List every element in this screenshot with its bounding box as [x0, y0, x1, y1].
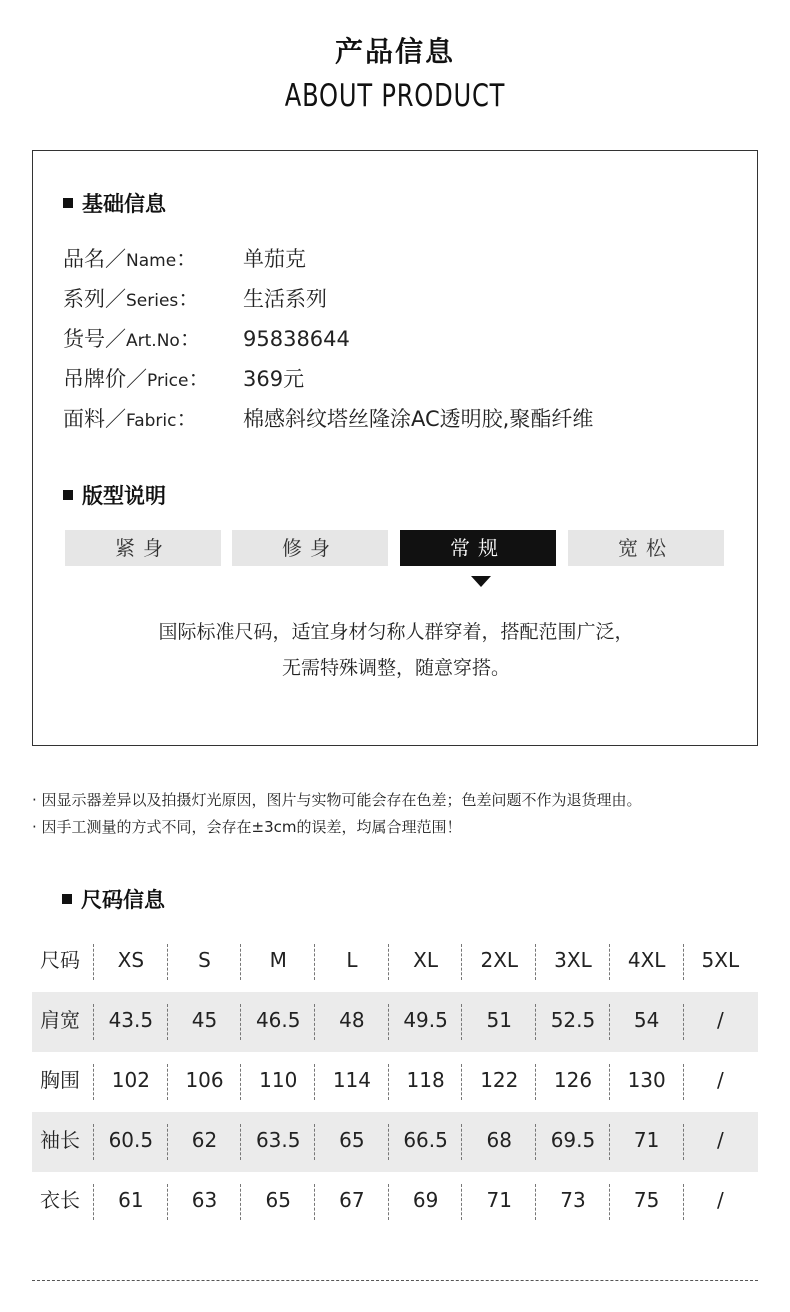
info-value: 生活系列	[243, 287, 327, 311]
square-bullet-icon	[63, 490, 73, 500]
info-key-cn: 面料／	[63, 407, 126, 431]
table-cell: 69	[389, 1172, 463, 1232]
info-row-fabric	[63, 404, 594, 434]
table-row	[32, 1112, 758, 1172]
table-cell: 49.5	[389, 992, 463, 1052]
note-measurement-error: · 因手工测量的方式不同，会存在±3cm的误差，均属合理范围！	[32, 818, 462, 836]
table-cell: 75	[610, 1172, 684, 1232]
info-key-en: Series	[126, 291, 179, 311]
info-key-cn: 货号／	[63, 327, 126, 351]
table-cell: 106	[168, 1052, 242, 1112]
fit-tab-tight[interactable]: 紧身	[65, 530, 221, 566]
table-cell: 62	[168, 1112, 242, 1172]
info-key-colon: ：	[179, 327, 201, 351]
bottom-divider	[32, 1280, 758, 1281]
size-heading	[62, 884, 165, 914]
note-color-difference: · 因显示器差异以及拍摄灯光原因，图片与实物可能会存在色差；色差问题不作为退货理由。	[32, 791, 642, 809]
table-row	[32, 992, 758, 1052]
info-key-cn: 系列／	[63, 287, 126, 311]
fit-title: 版型说明	[82, 484, 166, 508]
table-cell: 54	[610, 992, 684, 1052]
size-header-cell: 5XL	[701, 948, 740, 972]
size-header-cell: 尺码	[32, 932, 94, 992]
table-cell: 114	[315, 1052, 389, 1112]
table-cell: 63	[168, 1172, 242, 1232]
table-cell: 胸围	[32, 1052, 94, 1112]
table-cell: 衣长	[32, 1172, 94, 1232]
info-key	[63, 244, 243, 276]
table-cell: /	[716, 1068, 724, 1092]
size-table	[32, 932, 758, 1232]
size-header-cell: L	[315, 932, 389, 992]
table-cell: 118	[389, 1052, 463, 1112]
size-header-cell: 4XL	[610, 932, 684, 992]
table-cell: 126	[536, 1052, 610, 1112]
info-key-colon: ：	[178, 287, 200, 311]
info-key-colon: ：	[188, 367, 210, 391]
size-header-cell: 3XL	[536, 932, 610, 992]
table-cell: 60.5	[94, 1112, 168, 1172]
table-cell: 48	[315, 992, 389, 1052]
size-header-cell: XL	[389, 932, 463, 992]
info-key-en: Fabric	[126, 411, 177, 431]
info-key	[63, 324, 243, 356]
table-cell: 肩宽	[32, 992, 94, 1052]
table-cell: 65	[315, 1112, 389, 1172]
size-header-cell: 2XL	[462, 932, 536, 992]
table-row	[32, 1172, 758, 1232]
triangle-down-icon	[471, 576, 491, 587]
info-key	[63, 404, 243, 436]
table-row	[32, 1052, 758, 1112]
info-row-name	[63, 244, 306, 274]
fit-description-line: 无需特殊调整，随意穿搭。	[281, 657, 510, 679]
table-cell: 65	[241, 1172, 315, 1232]
table-cell: 66.5	[389, 1112, 463, 1172]
info-key-colon: ：	[176, 247, 198, 271]
table-cell: 71	[610, 1112, 684, 1172]
info-value: 棉感斜纹塔丝隆涂AC透明胶,聚酯纤维	[243, 407, 594, 431]
info-key-cn: 品名／	[63, 247, 126, 271]
table-cell: 67	[315, 1172, 389, 1232]
info-key-cn: 吊牌价／	[63, 367, 147, 391]
basic-info-title: 基础信息	[82, 192, 166, 216]
table-cell: 51	[462, 992, 536, 1052]
info-key-en: Art.No	[126, 331, 180, 351]
table-cell: 61	[94, 1172, 168, 1232]
info-key	[63, 364, 243, 396]
info-value: 单茄克	[243, 247, 306, 271]
table-cell: 袖长	[32, 1112, 94, 1172]
table-cell: 69.5	[536, 1112, 610, 1172]
fit-tab-regular[interactable]: 常规	[400, 530, 556, 566]
fit-description-line: 国际标准尺码，适宜身材匀称人群穿着，搭配范围广泛，	[158, 621, 634, 643]
table-cell: 71	[462, 1172, 536, 1232]
fit-heading	[63, 480, 166, 510]
table-cell: 52.5	[536, 992, 610, 1052]
info-key	[63, 284, 243, 316]
info-row-artno	[63, 324, 350, 354]
info-value: 369元	[243, 367, 305, 391]
square-bullet-icon	[63, 198, 73, 208]
size-header-cell: XS	[94, 932, 168, 992]
fit-tab-slim[interactable]: 修身	[232, 530, 388, 566]
info-key-en: Price	[147, 371, 189, 391]
table-cell: 73	[536, 1172, 610, 1232]
size-title: 尺码信息	[81, 888, 165, 912]
size-header-row	[32, 932, 758, 992]
square-bullet-icon	[62, 894, 72, 904]
fit-description	[33, 614, 759, 686]
basic-info-heading	[63, 188, 166, 218]
info-row-price	[63, 364, 305, 394]
fit-tabs	[65, 530, 725, 566]
table-cell: /	[716, 1128, 724, 1152]
info-key-colon: ：	[176, 407, 198, 431]
size-header-cell: S	[168, 932, 242, 992]
info-row-series	[63, 284, 327, 314]
product-info-box	[32, 150, 758, 746]
size-header-cell: M	[241, 932, 315, 992]
table-cell: 63.5	[241, 1112, 315, 1172]
table-cell: /	[716, 1188, 724, 1212]
table-cell: 43.5	[94, 992, 168, 1052]
info-value: 95838644	[243, 327, 350, 351]
disclaimer-notes	[32, 787, 642, 841]
info-key-en: Name	[126, 251, 177, 271]
table-cell: 110	[241, 1052, 315, 1112]
table-cell: 122	[462, 1052, 536, 1112]
table-cell: 102	[94, 1052, 168, 1112]
table-cell: 46.5	[241, 992, 315, 1052]
page-title-en: ABOUT PRODUCT	[284, 78, 506, 114]
table-cell: 130	[610, 1052, 684, 1112]
fit-tab-loose[interactable]: 宽松	[568, 530, 724, 566]
table-cell: 68	[462, 1112, 536, 1172]
table-cell: /	[716, 1008, 724, 1032]
page-title-cn: 产品信息	[334, 35, 455, 68]
table-cell: 45	[168, 992, 242, 1052]
